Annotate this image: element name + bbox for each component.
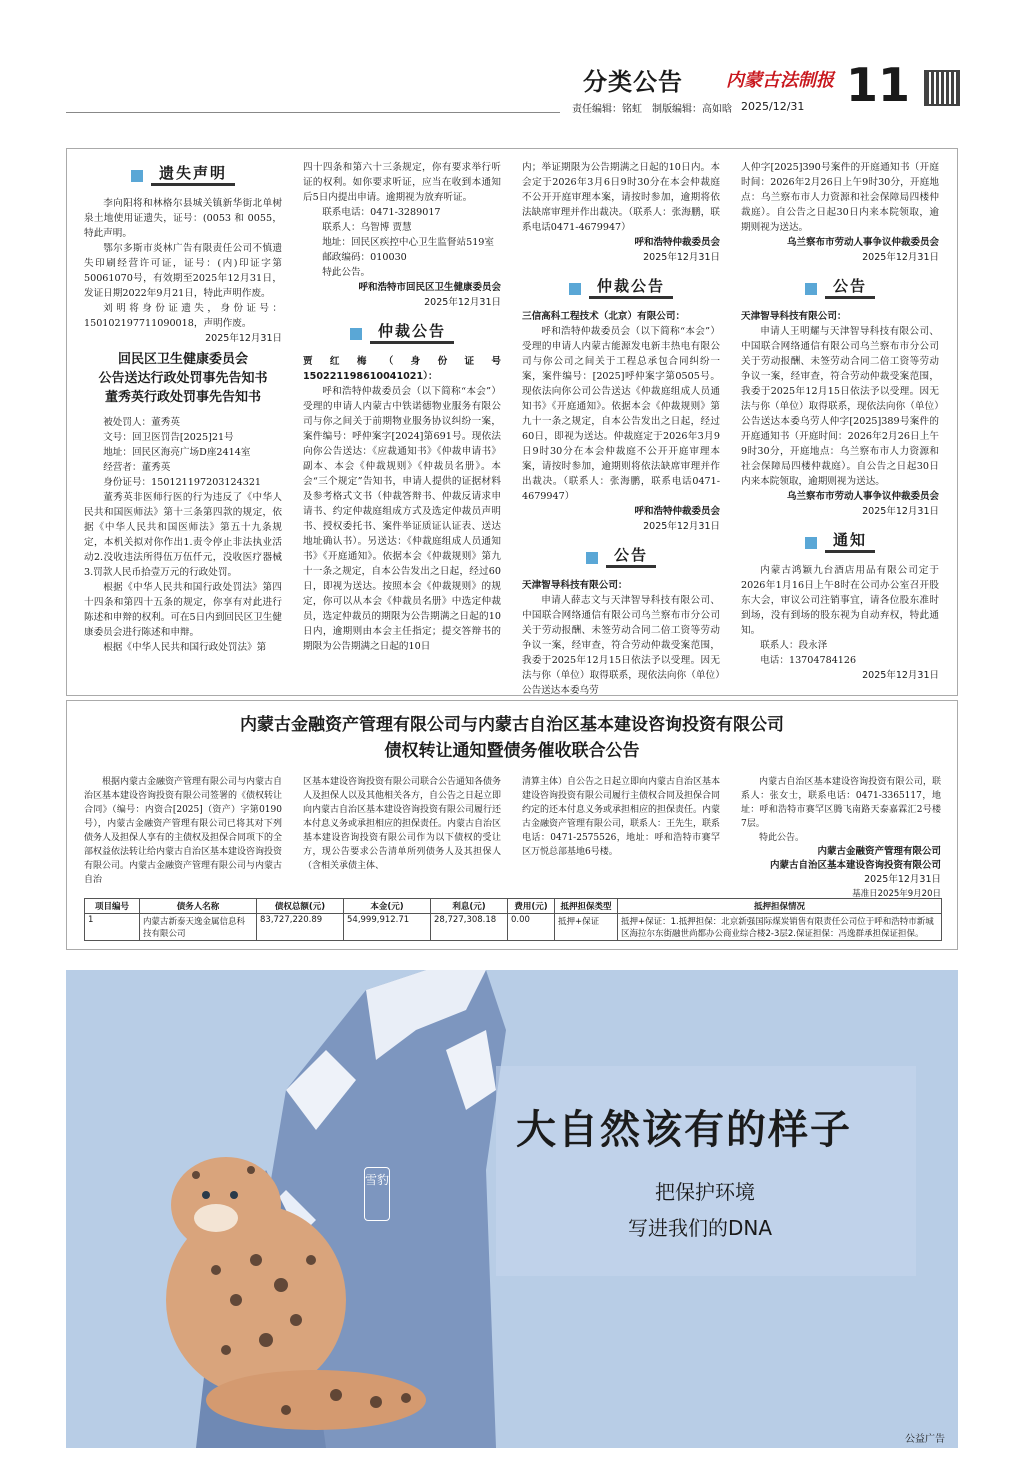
notice-text: 根据《中华人民共和国行政处罚法》第四十四条和第四十五条的规定，你享有对此进行陈述和申辩的权利。可在5日内到回民区卫生健康委员会进行陈述和申辩。	[84, 582, 282, 638]
section-heading: 公告	[741, 279, 939, 299]
ad-seal: 雪豹	[364, 1167, 390, 1221]
notice-text: 人仲字[2025]390号案件的开庭通知书（开庭时间：2026年2月26日上午9时30分，开庭地点：乌兰察布市人力资源和社会保障局四楼仲裁庭）。自公告之日起30日内来本院领取，逾期则视为送达。	[741, 162, 939, 233]
notice-text: 申请人薛志文与天津智导科技有限公司、中国联合网络通信有限公司乌兰察布市分公司关于劳动报酬、未签劳动合同二倍工资等劳动争议一案，经审查，符合劳动仲裁受案范围，我委于2025年12月15日依法予以受理。因无法与你（单位）取得联系，现依法向你（单位）公告送达本委乌劳	[522, 595, 720, 696]
section-heading: 公告	[522, 548, 720, 568]
leopard-eye	[230, 1191, 238, 1199]
notice-signature: 内蒙古金融资产管理有限公司	[817, 846, 941, 857]
table-row	[85, 914, 942, 941]
notice-text: 董秀英非医师行医的行为违反了《中华人民共和国医师法》第十三条第四款的规定，依据《中华人民共和国医师法》第五十九条规定，本机关拟对你作出1.责令停止非法执业活动2.没收违法所得伍万伍仟元，没收医疗器械3.罚款人民币拾壹万元的行政处罚。	[84, 492, 282, 578]
notice-line: 经营者：董秀英	[103, 462, 171, 473]
table-cell: 1	[85, 914, 140, 941]
column-2	[303, 160, 501, 654]
table-header: 费用(元)	[508, 899, 555, 914]
notice-text: 特此公告。	[759, 833, 805, 843]
section-heading: 遗失声明	[84, 166, 282, 186]
column-1	[84, 160, 282, 655]
table-header: 债务人名称	[140, 899, 257, 914]
notice-text: 呼和浩特仲裁委员会（以下简称“本会”）受理的申请人内蒙古中铁诺德物业服务有限公司与你之间关于前期物业服务协议纠纷一案，案件编号：呼仲案字[2024]第691号。现依法向你公告送达：《应裁通知书》《仲裁申请书》副本、本会《仲裁规则》《仲裁员名册》。本会“三个规定”告知书，申请人提供的证据材料及参考格式文书（仲裁答辩书、仲裁反请求申请书、约定仲裁庭组成方式及选定仲裁员声明书、授权委托书、案件举证质证认证表、送达地址确认书）。另送达：《仲裁庭组成人员通知书》《开庭通知》。依据本会《仲裁规则》第九十一条之规定，自本公告发出之日起，经过60日，即视为送达。按照本会《仲裁规则》的规定，你可以从本会《仲裁员名册》中选定仲裁员，选定仲裁员的期限为公告期满之日起的10日内，逾期则由本会主任指定；提交答辩书的期限为公告期满之日起的10日	[303, 386, 501, 652]
notice-date: 2025年12月31日	[864, 874, 941, 885]
base-date: 基准日2025年9月20日	[852, 889, 941, 899]
paper-logo: 内蒙古法制报	[726, 70, 834, 91]
notice-text: 李向阳将和林格尔县城关镇新华街北单树泉土地使用证遗失，证号：(0053 和 0055，特此声明。	[84, 198, 282, 239]
notice-signature: 呼和浩特仲裁委员会	[634, 237, 720, 248]
table-cell: 抵押+保证：1.抵押担保：北京新强国际煤炭销售有限责任公司位于呼和浩特市新城区海拉尔东街融世尚都办公商业综合楼2-3层2.保证担保：冯逸群承担保证担保。	[618, 914, 942, 941]
notice-signature: 乌兰察布市劳动人事争议仲裁委员会	[786, 491, 939, 502]
notice-date: 2025年12月31日	[643, 521, 720, 532]
notice-party: 贾红梅（身份证号150221198610041021）：	[303, 356, 501, 382]
notice-line: 联系人：段永泽	[760, 640, 828, 651]
notice-party: 三信高科工程技术（北京）有限公司：	[522, 311, 686, 322]
notice-text: 清算主体）自公告之日起立即向内蒙古自治区基本建设咨询投资有限公司履行主债权合同及担保合同约定的还本付息义务或承担相应的担保责任。内蒙古金融资产管理有限公司，联系人：王先生，联系电话：0471-2575526，地址：呼和浩特市赛罕区万悦总部基地6号楼。	[522, 777, 721, 857]
notice-text: 刘明将身份证遗失，身份证号：150102197711090018，声明作废。	[84, 303, 282, 329]
notice-date: 2025年12月31日	[862, 252, 939, 263]
notice-text: 申请人王明耀与天津智导科技有限公司、中国联合网络通信有限公司乌兰察布市分公司关于劳动报酬、未签劳动合同二倍工资等劳动争议一案，经审查，符合劳动仲裁受案范围，我委于2025年12月15日依法予以受理。因无法与你（单位）取得联系，现依法向你（单位）公告送达本委乌劳人仲字[2025]389号案件的开庭通知书（开庭时间：2026年2月26日上午9时30分，开庭地点：乌兰察布市人力资源和社会保障局四楼仲裁庭）。自公告之日起30日内来本院领取，逾期则视为送达。	[741, 326, 939, 487]
notice-text: 内蒙古鸿颖九台酒店用品有限公司定于2026年1月16日上午8时在公司办公室召开股东大会，审议公司注销事宜，请各位股东准时到场，没有到场的股东视为自动弃权，特此通知。	[741, 565, 939, 636]
table-cell: 83,727,220.89	[257, 914, 344, 941]
table-header-row	[85, 899, 942, 914]
qr-code-icon	[924, 70, 960, 106]
notice-text: 四十四条和第六十三条规定，你有要求举行听证的权利。如你要求听证，应当在收到本通知后5日内提出申请。逾期视为放弃听证。	[303, 162, 501, 203]
notice-signature: 内蒙古自治区基本建设咨询投资有限公司	[769, 860, 941, 871]
public-service-ad	[66, 970, 958, 1448]
leopard-tail	[206, 1370, 426, 1430]
ad-illustration	[66, 970, 958, 1448]
notice-text: 内；举证期限为公告期满之日起的10日内。本会定于2026年3月6日9时30分在本会仲裁庭不公开开庭审理本案，请按时参加，逾期将依法缺席审理并作出裁决。（联系人：张海鹏，联系电话0471-4679947）	[522, 162, 720, 233]
ad-title: 大自然该有的样子	[516, 1107, 852, 1153]
ad-subtitle: 写进我们的DNA	[628, 1216, 773, 1240]
debt-table	[84, 898, 942, 941]
section-heading: 仲裁公告	[303, 324, 501, 344]
table-header: 抵押担保类型	[555, 899, 618, 914]
notice-text: 根据内蒙古金融资产管理有限公司与内蒙古自治区基本建设咨询投资有限公司签署的《债权转让合同》（编号：内资合[2025]（资产）字第0190号），内蒙古金融资产管理有限公司已将其对下列债务人及担保人享有的主债权及担保合同项下的全部权益依法转让给内蒙古自治区基本建设咨询投资有限公司。内蒙古金融资产管理有限公司与内蒙古自治	[84, 777, 283, 885]
notice-date: 2025年12月31日	[862, 670, 939, 681]
table-header: 利息(元)	[431, 899, 508, 914]
notice-text: 根据《中华人民共和国行政处罚法》第	[103, 642, 267, 653]
ad-tag: 公益广告	[905, 1434, 945, 1445]
debt-column-4	[741, 775, 941, 901]
section-heading: 通知	[741, 533, 939, 553]
notice-date: 2025年12月31日	[862, 506, 939, 517]
table-header: 抵押担保情况	[618, 899, 942, 914]
ad-subtitle: 把保护环境	[655, 1180, 755, 1204]
notice-line: 联系人：乌智博 贾慧	[322, 222, 412, 233]
notice-line: 电话：13704784126	[760, 655, 857, 666]
section-heading: 仲裁公告	[522, 279, 720, 299]
table-cell: 内蒙古新泰天逸金属信息科技有限公司	[140, 914, 257, 941]
debt-column-3	[522, 775, 720, 859]
notice-party: 天津智导科技有限公司：	[741, 311, 847, 322]
notice-line: 地址：回民区海亮广场D座2414室	[103, 447, 251, 458]
notice-text: 内蒙古自治区基本建设咨询投资有限公司，联系人：张女士，联系电话：0471-3365117，地址：呼和浩特市赛罕区腾飞南路天泰嘉霖汇2号楼7层。	[741, 777, 941, 829]
notice-date: 2025年12月31日	[424, 297, 501, 308]
debt-notice-title: 内蒙古金融资产管理有限公司与内蒙古自治区基本建设咨询投资有限公司 债权转让通知暨债务催收联合公告	[240, 715, 784, 761]
table-header: 债权总额(元)	[257, 899, 344, 914]
notice-line: 地址：回民区疾控中心卫生监督站519室	[322, 237, 494, 248]
column-3	[522, 160, 720, 698]
leopard-head	[171, 1157, 281, 1253]
debt-column-1	[84, 775, 282, 887]
table-cell: 28,727,308.18	[431, 914, 508, 941]
notice-line: 邮政编码：010030	[322, 252, 407, 263]
notice-text: 区基本建设咨询投资有限公司联合公告通知各债务人及担保人以及其他相关各方，自公告之日起立即向内蒙古自治区基本建设咨询投资有限公司履行还本付息义务或承担相应的担保责任。内蒙古自治区基本建设咨询投资有限公司作为以下债权的受让方，现公告要求公告清单所列债务人及其担保人（含相关承债主体、	[303, 777, 502, 871]
leopard-muzzle	[194, 1204, 238, 1232]
debt-column-2	[303, 775, 501, 873]
issue-date: 2025/12/31	[741, 100, 805, 113]
column-4	[741, 160, 939, 683]
table-header: 项目编号	[85, 899, 140, 914]
notice-date: 2025年12月31日	[643, 252, 720, 263]
editors: 责任编辑：铭虹 制版编辑：高如晗	[572, 104, 732, 115]
notice-line: 联系电话：0471-3289017	[322, 207, 441, 218]
notice-text: 鄂尔多斯市炎林广告有限责任公司不慎遗失印刷经营许可证，证号：(内)印证字第50061070号，有效期至2025年12月31日，发证日期2022年9月21日，特此声明作废。	[84, 243, 282, 299]
notice-signature: 乌兰察布市劳动人事争议仲裁委员会	[786, 237, 939, 248]
notice-text: 呼和浩特仲裁委员会（以下简称“本会”）受理的申请人内蒙古能源发电新丰热电有限公司与你公司之间关于工程总承包合同纠纷一案，案件编号：[2025]呼仲案字第0505号。现依法向你公司公告送达《仲裁庭组成人员通知书》《开庭通知》。依据本会《仲裁规则》第九十一条之规定，自本公告发出之日起，经过60日，即视为送达。仲裁庭定于2026年3月9日9时30分在本会仲裁庭不公开开庭审理本案，请按时参加，逾期则将依法缺席审理并作出裁决。（联系人：张海鹏，联系电话0471-4679947）	[522, 326, 720, 502]
header-rule	[66, 112, 560, 113]
leopard-eye	[202, 1191, 210, 1199]
table-cell: 0.00	[508, 914, 555, 941]
table-cell: 54,999,912.71	[344, 914, 431, 941]
notice-date: 2025年12月31日	[205, 333, 282, 344]
notice-signature: 呼和浩特仲裁委员会	[634, 506, 720, 517]
notice-signature: 呼和浩特市回民区卫生健康委员会	[358, 282, 501, 293]
notice-line: 身份证号：150121197203124321	[103, 477, 262, 488]
notice-party: 天津智导科技有限公司：	[522, 580, 628, 591]
table-header: 本金(元)	[344, 899, 431, 914]
notice-line: 被处罚人：董秀英	[103, 417, 180, 428]
section-title: 分类公告	[583, 68, 683, 96]
notice-line: 文号：回卫医罚告[2025]21号	[103, 432, 234, 443]
notice-line: 特此公告。	[322, 267, 371, 278]
table-cell: 抵押+保证	[555, 914, 618, 941]
page-number: 11	[846, 58, 911, 112]
notice-title: 回民区卫生健康委员会 公告送达行政处罚事先告知书 董秀英行政处罚事先告知书	[98, 352, 268, 405]
